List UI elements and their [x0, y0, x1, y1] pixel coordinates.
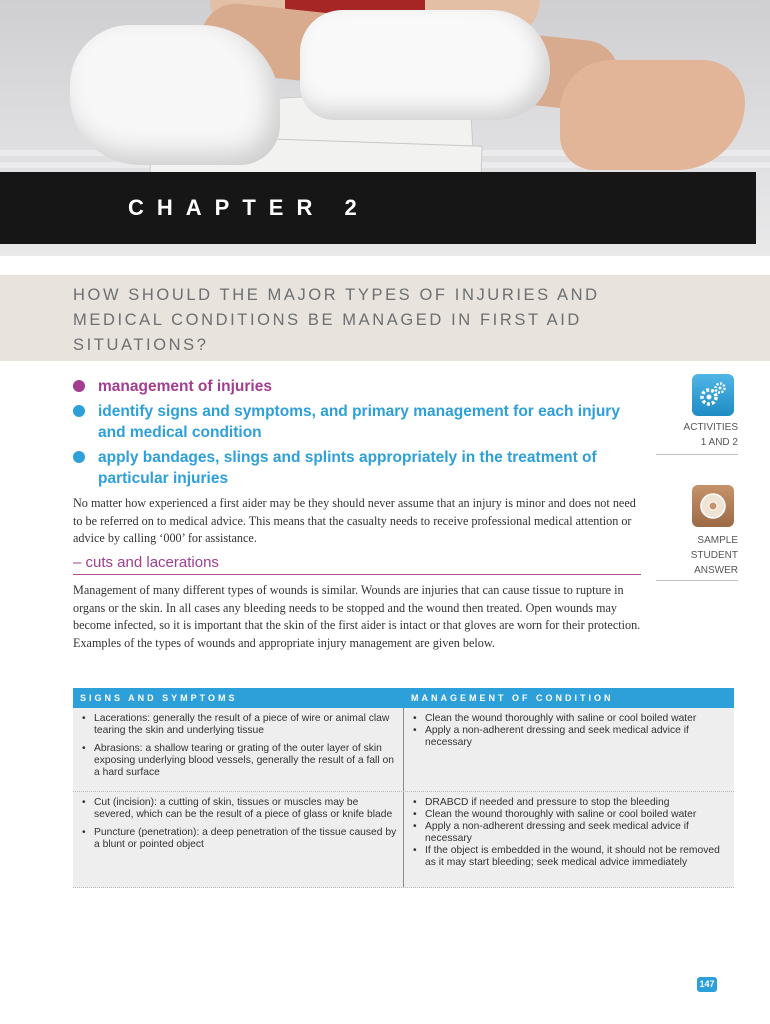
- sample-label-line2[interactable]: STUDENT: [690, 550, 738, 561]
- chapter-label: CHAPTER 2: [128, 195, 370, 220]
- section-paragraph: Management of many different types of wounds is similar. Wounds are injuries that can cause tissue to rupture in organs or the skin. In all cases any bleeding needs to be stopped and the wound then treated. Open wounds may become infected, so it is important that the skin of the first aider is intact or that gloves are worn for their protection. Examples of the types of wounds and appropriate injury management are given below.: [73, 583, 641, 650]
- gears-icon[interactable]: [692, 374, 734, 416]
- activities-label-line1[interactable]: ACTIVITIES: [683, 422, 738, 433]
- cd-disc-icon-graphic: [692, 485, 734, 527]
- list-item: • Cut (incision): a cutting of skin, tissues or muscles may be severed, which can be the result of a piece of glass or knife blade: [79, 797, 397, 821]
- sample-label-line1[interactable]: SAMPLE: [697, 535, 738, 546]
- bandage-cloth: [300, 10, 550, 120]
- signs-cell: [73, 792, 404, 887]
- bullet-icon: [73, 405, 85, 417]
- objective-text: identify signs and symptoms, and primary management for each injury and medical condition: [98, 403, 620, 441]
- gears-icon-graphic: [692, 374, 734, 416]
- activities-label-line2[interactable]: 1 AND 2: [700, 437, 738, 448]
- management-cell: [404, 708, 734, 791]
- intro-paragraph: No matter how experienced a first aider may be they should never assume that an injury is minor and does not need to be referred on to medical advice. This means that the casualty needs to receive professional medical attention or advice by calling ‘000’ for assistance.: [73, 496, 636, 545]
- table-row: [73, 792, 734, 888]
- objective-text: apply bandages, slings and splints appropriately in the treatment of particular injuries: [98, 449, 597, 487]
- objective-text: management of injuries: [98, 378, 272, 395]
- signs-cell: [73, 708, 404, 791]
- bullet-icon: [73, 380, 85, 392]
- header-management: MANAGEMENT OF CONDITION: [411, 693, 614, 703]
- objective-item: [73, 447, 633, 489]
- list-item: • Clean the wound thoroughly with saline or cool boiled water: [410, 713, 728, 725]
- hand-shape: [560, 60, 745, 170]
- management-cell: [404, 792, 734, 887]
- list-item: • Apply a non-adherent dressing and seek medical advice if necessary: [410, 821, 728, 845]
- sidebar-divider: [656, 580, 738, 581]
- learning-objectives: [73, 376, 633, 493]
- list-item: • Lacerations: generally the result of a piece of wire or animal claw tearing the skin and underlying tissue: [79, 713, 397, 737]
- list-item: • DRABCD if needed and pressure to stop the bleeding: [410, 797, 728, 809]
- sidebar-divider: [656, 454, 738, 455]
- injury-table: [73, 688, 734, 888]
- list-item: • Clean the wound thoroughly with saline or cool boiled water: [410, 809, 728, 821]
- header-signs: SIGNS AND SYMPTOMS: [80, 693, 238, 703]
- objective-item: [73, 376, 633, 397]
- bandage-cloth: [70, 25, 280, 165]
- table-header: [73, 688, 734, 708]
- objective-item: [73, 401, 633, 443]
- list-item: • Puncture (penetration): a deep penetration of the tissue caused by a blunt or pointed object: [79, 827, 397, 851]
- chapter-question: HOW SHOULD THE MAJOR TYPES OF INJURIES AND MEDICAL CONDITIONS BE MANAGED IN FIRST AID SITUATIONS?: [73, 286, 600, 354]
- bullet-icon: [73, 451, 85, 463]
- list-item: • Apply a non-adherent dressing and seek medical advice if necessary: [410, 725, 728, 749]
- table-row: [73, 708, 734, 792]
- chapter-band: [0, 172, 756, 244]
- sample-label-line3[interactable]: ANSWER: [694, 565, 738, 576]
- cd-disc-icon[interactable]: [692, 485, 734, 527]
- list-item: • If the object is embedded in the wound, it should not be removed as it may start bleeding; seek medical advice immediately: [410, 845, 728, 869]
- list-item: • Abrasions: a shallow tearing or grating of the outer layer of skin exposing underlying blood vessels, generally the result of a fall on a hard surface: [79, 743, 397, 779]
- page-number: 147: [697, 977, 717, 992]
- section-heading: – cuts and lacerations: [73, 554, 641, 575]
